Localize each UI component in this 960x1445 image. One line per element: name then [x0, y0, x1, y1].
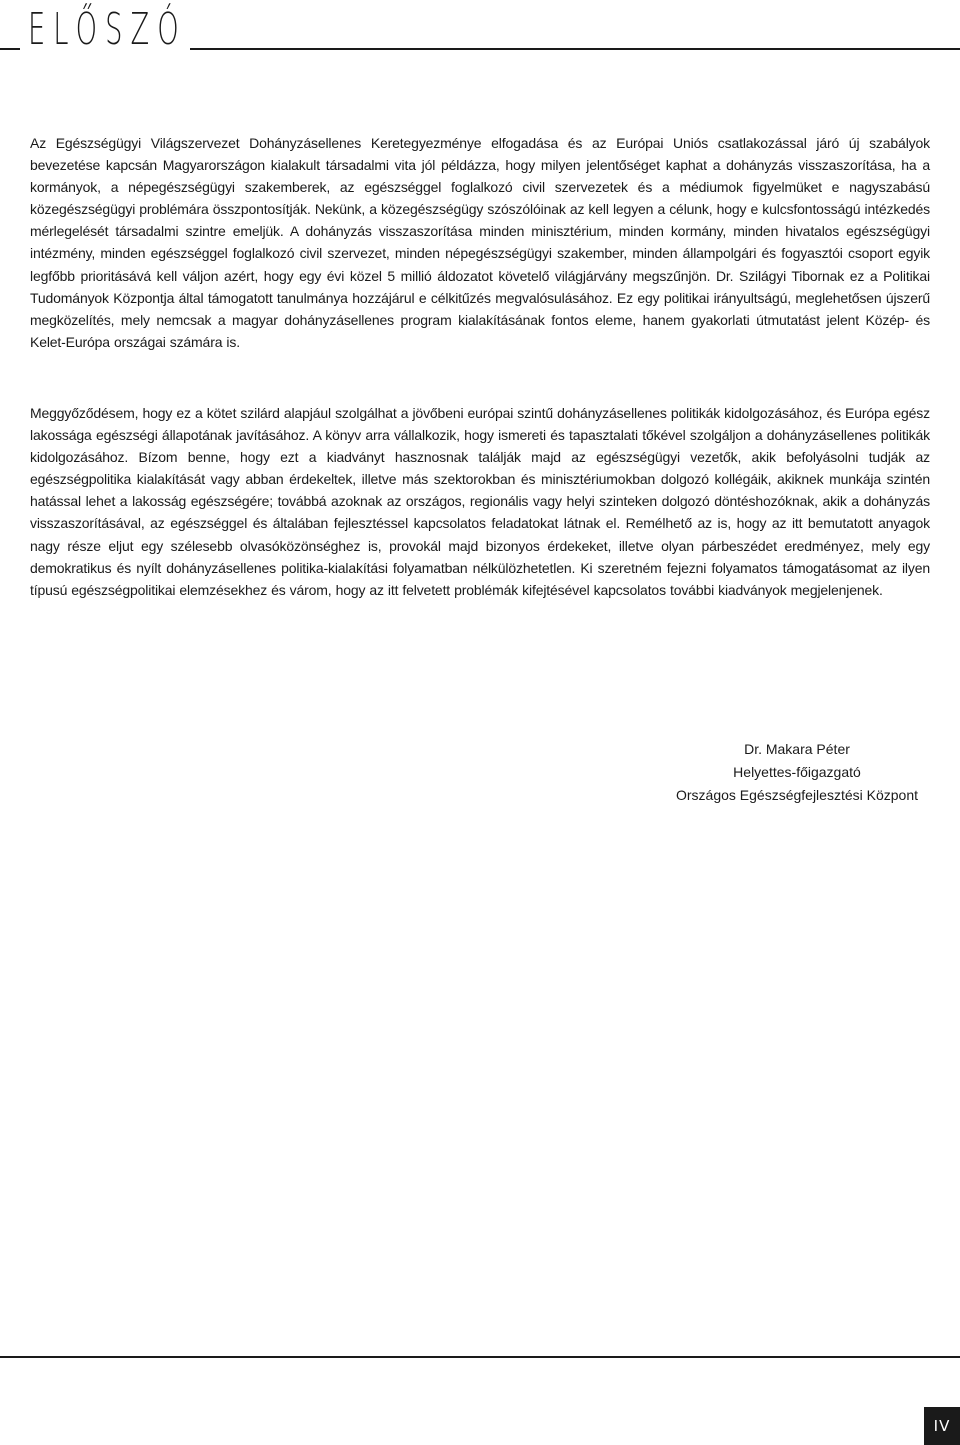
page-title: ELŐSZÓ — [28, 4, 187, 55]
header-dash — [0, 48, 20, 50]
page-number: IV — [924, 1407, 960, 1445]
body-paragraph-1: Az Egészségügyi Világszervezet Dohányzásellenes Keretegyezménye elfogadása és az Európai Uniós csatlakozással járó új szabályok bevezetése kapcsán Magyarországon kialakult társadalmi vita jól példázza, hogy milyen jelentőséget kaphat a dohányzás visszaszorítása, ha a kormányok, a népegészségügyi szakemberek, az egészséggel foglalkozó civil szervezetek és a médiumok figyelmüket e nagyszabású közegészségügyi problémára összpontosítják. Nekünk, a közegészségügy szószólóinak az kell legyen a célunk, hogy e kulcsfontosságú intézkedés mérlegelését társadalmi szintre emeljük. A dohányzás visszaszorítása minden minisztérium, minden kormány, minden hivatalos egészségügyi intézmény, minden egészséggel foglalkozó civil szervezet, minden népegészségügyi szakember, minden állampolgári és fogyasztói csoport egyik legfőbb prioritásává kell váljon azért, hogy egy évi közel 5 millió áldozatot követelő világjárvány megszűnjön. Dr. Szilágyi Tibornak ez a Politikai Tudományok Központja által támogatott tanulmánya hozzájárul e célkitűzés megvalósulásához. Ez egy politikai irányultságú, meglehetősen újszerű megközelítés, mely nemcsak a magyar dohányzásellenes program kialakításának fontos eleme, hanem gyakorlati útmutatást jelent Közép- és Kelet-Európa országai számára is. — [30, 135, 930, 350]
footer-rule — [0, 1356, 960, 1358]
signature-block — [676, 738, 918, 807]
body-paragraph-2: Meggyőződésem, hogy ez a kötet szilárd alapjául szolgálhat a jövőbeni európai szintű dohányzásellenes politikák kidolgozásához, és Európa egész lakossága egészségi állapotának javításához. A könyv arra vállalkozik, hogy ismereti és tapasztalati tőkével szolgáljon a dohányzásellenes politikák kidolgozásához. Bízom benne, hogy ezt a kiadványt hasznosnak találják majd az egészségügyi vezetők, akik befolyásolni tudják az egészségpolitika kialakítását vagy abban érdekeltek, illetve más szektorokban és minisztériumokban dolgozó kollégáik, akiknek munkája szintén hatással lehet a lakosság egészségére; továbbá azoknak az országos, regionális vagy helyi szinteken dolgozó döntéshozóknak, akik a dohányzás visszaszorításával, az egészséggel és általában fejlesztéssel kapcsolatos feladatokat látnak el. Remélhető az is, hogy az itt bemutatott anyagok nagy része eljut egy szélesebb olvasóközönséghez is, provokál majd bizonyos érdekeket, illetve olyan párbeszédet eredményez, mely egy demokratikus és nyílt dohányzásellenes politika-kialakítási folyamatban nélkülözhetetlen. Ki szeretném fejezni folyamatos támogatásomat az ilyen típusú egészségpolitikai elemzésekhez és várom, hogy az itt felvetett problémák kifejtésével kapcsolatos további kiadványok megjelenjenek. — [30, 405, 930, 598]
signature-organization: Országos Egészségfejlesztési Központ — [675, 787, 918, 803]
signature-name: Dr. Makara Péter — [744, 741, 850, 757]
header-rule — [190, 48, 960, 50]
page-header — [0, 0, 960, 70]
signature-position: Helyettes-főigazgató — [733, 764, 861, 780]
